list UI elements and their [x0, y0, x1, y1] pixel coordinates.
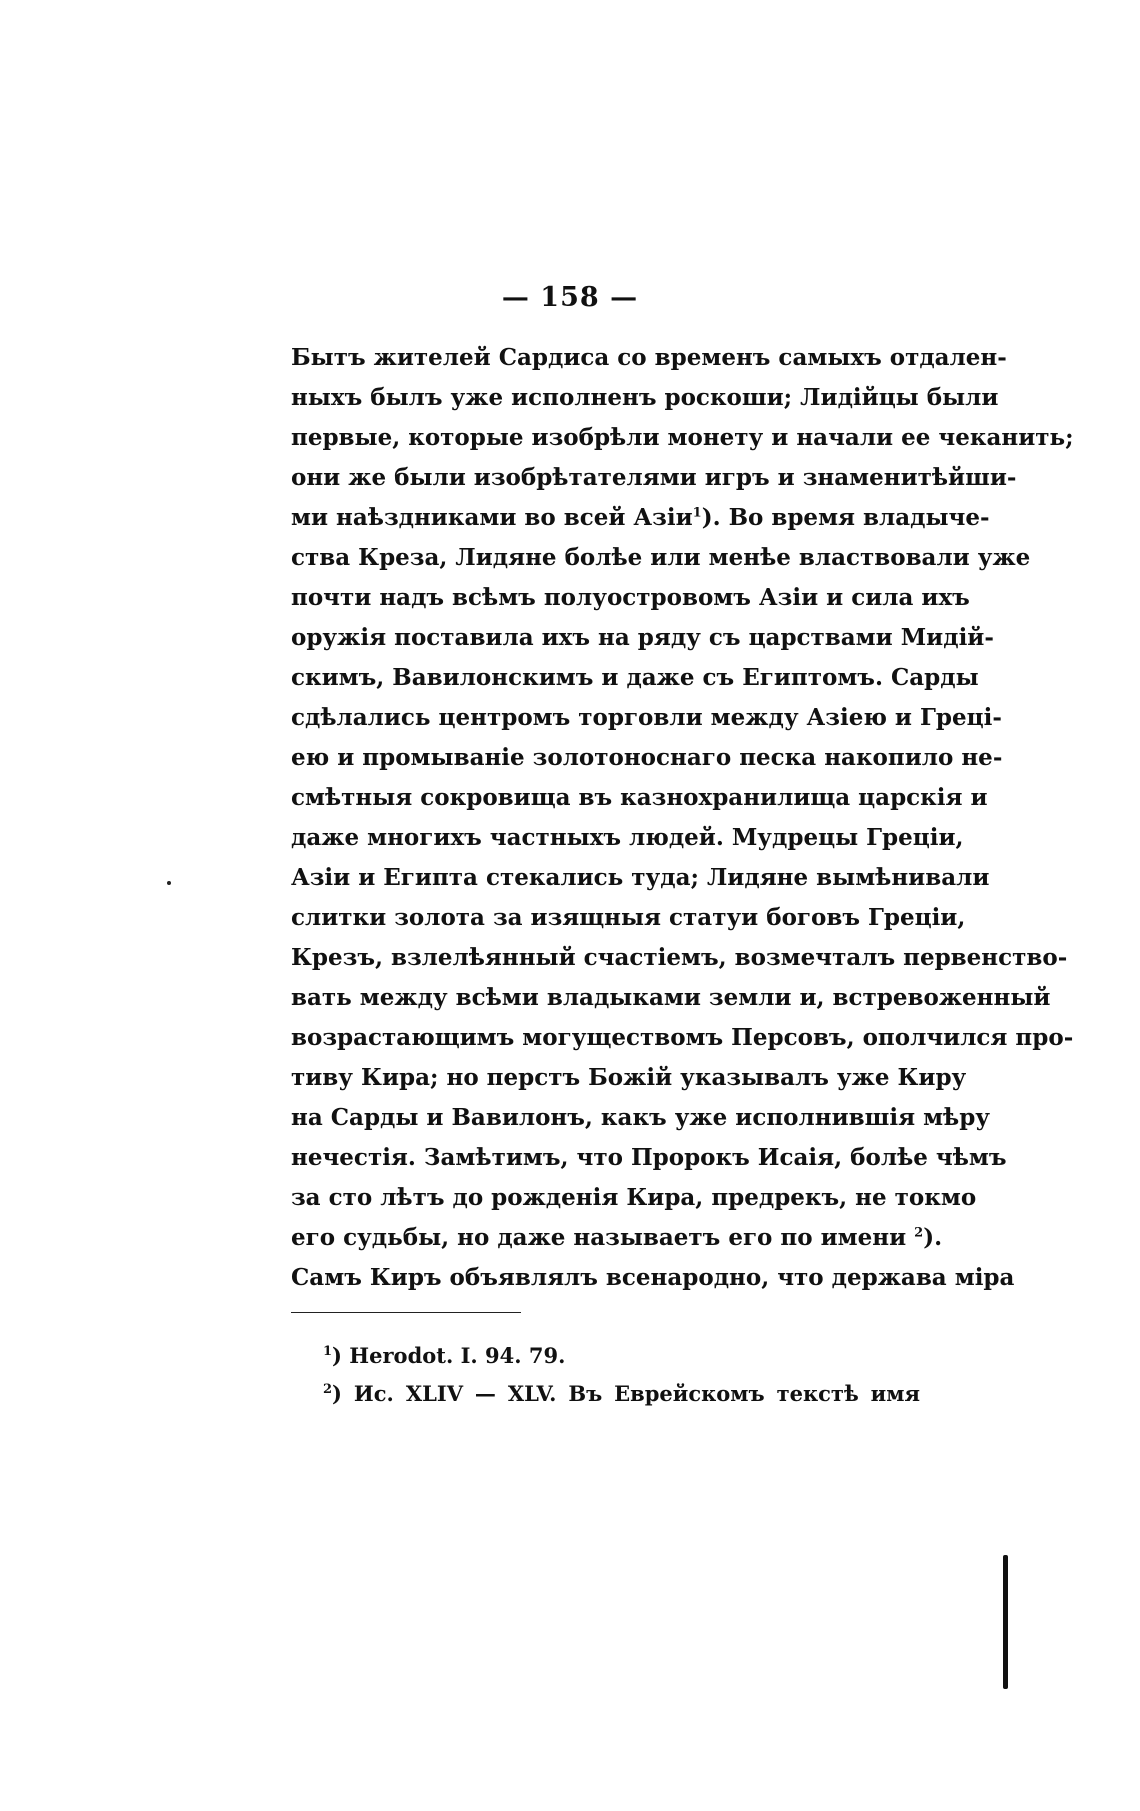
text-line: почти надъ всѣмъ полуостровомъ Азіи и сила ихъ [291, 584, 970, 611]
text-line [291, 1218, 943, 1258]
text-line: нечестія. Замѣтимъ, что Пророкъ Исаія, болѣе чѣмъ [291, 1144, 1007, 1171]
text-line: первые, которые изобрѣли монету и начали ее чеканить; [291, 424, 1074, 451]
text-line: Бытъ жителей Сардиса со временъ самыхъ отдален- [291, 344, 1007, 371]
footnotes [323, 1337, 920, 1413]
text-line: возрастающимъ могуществомъ Персовъ, ополчился про- [291, 1024, 1074, 1051]
text-line [291, 498, 990, 538]
margin-dot [167, 881, 171, 885]
text-segment: ми наѣздниками во всей Азіи [291, 504, 693, 531]
footnote-text: ) Ис. XLIV — XLV. Въ Еврейскомъ текстѣ имя [332, 1381, 920, 1406]
footnote-divider [291, 1312, 521, 1313]
text-line: даже многихъ частныхъ людей. Мудрецы Греціи, [291, 824, 964, 851]
body-text [291, 338, 1074, 1298]
text-line: за сто лѣтъ до рожденія Кира, предрекъ, не токмо [291, 1184, 977, 1211]
footnote [323, 1337, 920, 1375]
text-segment: ). [923, 1224, 943, 1251]
text-line: они же были изобрѣтателями игръ и знаменитѣйши- [291, 464, 1017, 491]
scan-edge-mark [1003, 1555, 1008, 1689]
text-line: тиву Кира; но перстъ Божій указывалъ уже Киру [291, 1064, 967, 1091]
text-line: смѣтныя сокровища въ казнохранилища царскія и [291, 784, 988, 811]
text-line: Азіи и Египта стекались туда; Лидяне вымѣнивали [291, 864, 990, 891]
text-line: ныхъ былъ уже исполненъ роскоши; Лидійцы были [291, 384, 999, 411]
text-segment: его судьбы, но даже называетъ его по имени [291, 1224, 907, 1251]
page-number: — 158 — [501, 282, 639, 313]
footnote-mark: 2 [323, 1382, 333, 1397]
text-line: ею и промываніе золотоноснаго песка накопило не- [291, 744, 1003, 771]
text-line: сдѣлались центромъ торговли между Азіею и Грецi- [291, 704, 1002, 731]
footnote-text: ) Herodot. I. 94. 79. [332, 1343, 566, 1368]
footnote-ref: 1 [692, 505, 702, 521]
text-line: на Сарды и Вавилонъ, какъ уже исполнившія мѣру [291, 1104, 991, 1131]
text-segment: ). Во время владыче- [701, 504, 990, 531]
footnote-mark: 1 [323, 1344, 333, 1359]
text-line: Крезъ, взлелѣянный счастіемъ, возмечталъ первенство- [291, 944, 1068, 971]
footnote [323, 1375, 920, 1413]
footnote-ref: 2 [914, 1225, 924, 1241]
text-line: вать между всѣми владыками земли и, встревоженный [291, 984, 1051, 1011]
text-line: ства Креза, Лидяне болѣе или менѣе властвовали уже [291, 544, 1031, 571]
text-line: скимъ, Вавилонскимъ и даже съ Египтомъ. Сарды [291, 664, 979, 691]
text-line: Самъ Киръ объявлялъ всенародно, что держава міра [291, 1264, 1015, 1291]
text-line: оружія поставила ихъ на ряду съ царствами Мидій- [291, 624, 994, 651]
text-line: слитки золота за изящныя статуи боговъ Греціи, [291, 904, 966, 931]
